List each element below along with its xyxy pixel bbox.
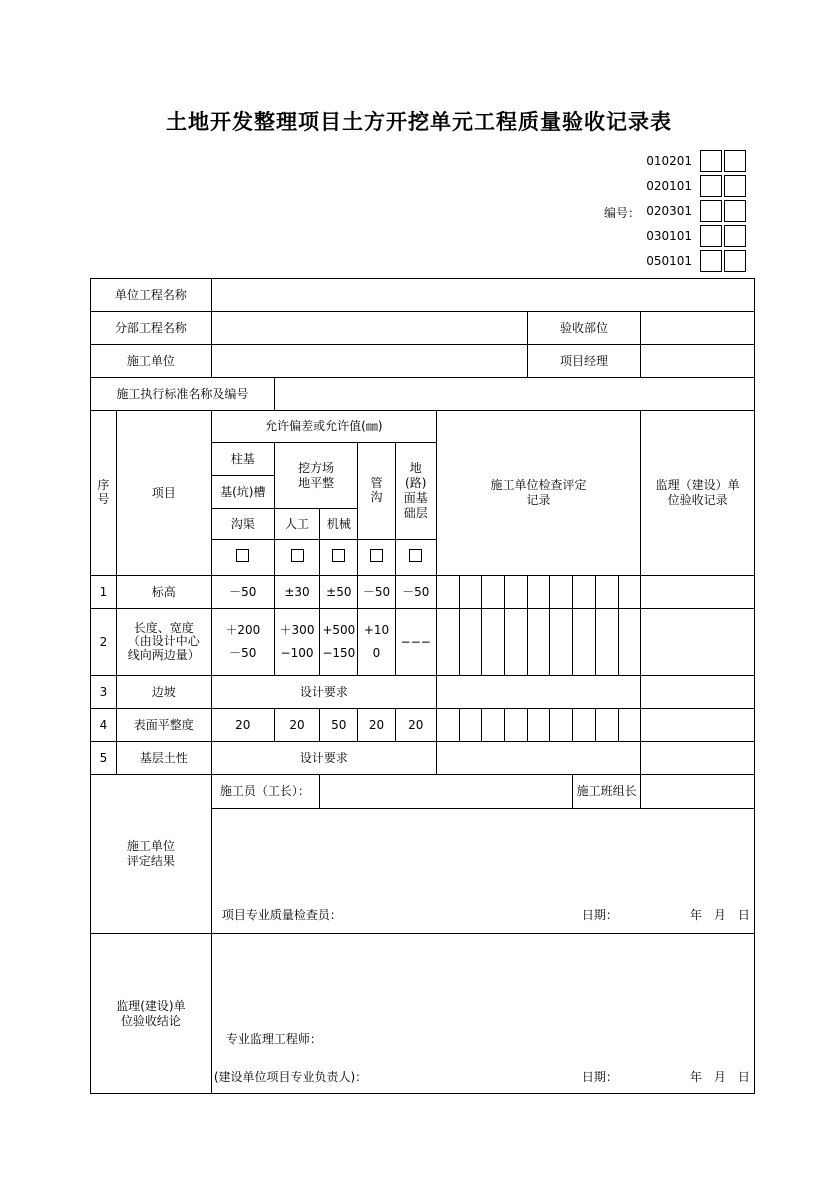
date-ymd: 年 月 日 [689, 908, 750, 922]
code-checkbox[interactable] [700, 175, 722, 197]
value-cell: +500 −150 [320, 609, 358, 676]
code-checkbox[interactable] [700, 250, 722, 272]
check-cell [274, 540, 319, 576]
page-title: 土地开发整理项目土方开挖单元工程质量验收记录表 [166, 110, 672, 134]
value-cell: ＋200 －50 [211, 609, 274, 676]
date-label: 日期： [581, 908, 618, 922]
supervision-result-area[interactable] [211, 934, 754, 1094]
check-record-cell[interactable] [436, 609, 459, 676]
tolerance-header: 允许偏差或允许值(㎜) [211, 411, 436, 443]
check-record-cell[interactable] [573, 576, 596, 609]
check-record-cell[interactable] [482, 609, 505, 676]
design-requirement-cell: 设计要求 [211, 742, 436, 775]
value-cell: 20 [358, 709, 395, 742]
code-checkbox[interactable] [700, 225, 722, 247]
check-cell [395, 540, 436, 576]
construction-check-header: 施工单位检查评定记录 [436, 411, 640, 576]
supervision-check-header: 监理（建设）单位验收记录 [641, 411, 755, 576]
check-record-cell[interactable] [504, 709, 527, 742]
team-leader-field[interactable] [641, 775, 755, 809]
row-item: 边坡 [116, 676, 211, 709]
channel-header: 沟渠 [211, 509, 274, 540]
code-text: 010201 [646, 154, 692, 168]
code-checkbox[interactable] [724, 175, 746, 197]
check-record-cell[interactable] [550, 709, 573, 742]
check-record-cell[interactable] [527, 709, 550, 742]
value-cell: 20 [395, 709, 436, 742]
team-leader-label: 施工班组长 [573, 775, 641, 809]
row-item: 基层土性 [116, 742, 211, 775]
check-cell [320, 540, 358, 576]
code-label: 编号： [604, 206, 641, 220]
pipe-trench-header: 管沟 [358, 443, 395, 540]
construction-unit-label: 施工单位 [91, 345, 212, 378]
check-record-cell[interactable] [436, 576, 459, 609]
row-no: 5 [91, 742, 117, 775]
row-item: 表面平整度 [116, 709, 211, 742]
check-record-cell[interactable] [436, 709, 459, 742]
row-no: 3 [91, 676, 117, 709]
worker-field[interactable] [320, 775, 573, 809]
check-record-cell[interactable] [573, 709, 596, 742]
check-record-cell[interactable] [436, 676, 640, 709]
supervision-result-label: 监理(建设)单位验收结论 [91, 934, 212, 1094]
value-cell: 20 [274, 709, 319, 742]
code-checkbox[interactable] [724, 225, 746, 247]
quality-record-table [90, 278, 755, 1094]
supervision-record-cell[interactable] [641, 576, 755, 609]
row-item: 长度、宽度（由设计中心线向两边量） [116, 609, 211, 676]
checkbox[interactable] [409, 549, 422, 562]
row-no: 1 [91, 576, 117, 609]
check-record-cell[interactable] [573, 609, 596, 676]
check-record-cell[interactable] [436, 742, 640, 775]
check-record-cell[interactable] [618, 709, 641, 742]
owner-rep-label: (建设单位项目专业负责人)： [213, 1070, 368, 1084]
checkbox[interactable] [370, 549, 383, 562]
project-manager-label: 项目经理 [527, 345, 641, 378]
check-cell [358, 540, 395, 576]
value-cell: －50 [358, 576, 395, 609]
value-cell: −−− [395, 609, 436, 676]
check-record-cell[interactable] [504, 576, 527, 609]
row-no: 2 [91, 609, 117, 676]
value-cell: －50 [211, 576, 274, 609]
pillar-base-header: 柱基 [211, 443, 274, 476]
road-base-header: 地(路)面基础层 [395, 443, 436, 540]
engineer-label: 专业监理工程师： [225, 1032, 322, 1046]
standard-name-field[interactable] [274, 378, 754, 411]
project-manager-field[interactable] [641, 345, 755, 378]
value-cell: +10 0 [358, 609, 395, 676]
code-text: 020301 [646, 204, 692, 218]
value-cell: ±50 [320, 576, 358, 609]
standard-name-label: 施工执行标准名称及编号 [91, 378, 275, 411]
acceptance-part-field[interactable] [641, 312, 755, 345]
sub-project-name-field[interactable] [211, 312, 527, 345]
check-record-cell[interactable] [459, 576, 482, 609]
code-text: 020101 [646, 179, 692, 193]
check-record-cell[interactable] [459, 709, 482, 742]
acceptance-part-label: 验收部位 [527, 312, 641, 345]
supervision-record-cell[interactable] [641, 742, 755, 775]
seq-header: 序号 [91, 411, 117, 576]
code-checkbox[interactable] [724, 200, 746, 222]
worker-label: 施工员（工长）： [211, 775, 319, 809]
date-label: 日期： [581, 1070, 618, 1084]
checkbox[interactable] [332, 549, 345, 562]
check-cell [211, 540, 274, 576]
unit-project-name-label: 单位工程名称 [91, 279, 212, 312]
code-checkbox[interactable] [700, 150, 722, 172]
check-record-cell[interactable] [618, 609, 641, 676]
check-record-cell[interactable] [550, 576, 573, 609]
value-cell: 50 [320, 709, 358, 742]
check-record-cell[interactable] [527, 576, 550, 609]
check-record-cell[interactable] [482, 709, 505, 742]
design-requirement-cell: 设计要求 [211, 676, 436, 709]
check-record-cell[interactable] [595, 576, 618, 609]
construction-result-label: 施工单位评定结果 [91, 775, 212, 934]
row-no: 4 [91, 709, 117, 742]
code-text: 050101 [646, 254, 692, 268]
value-cell: ＋300 −100 [274, 609, 319, 676]
check-record-cell[interactable] [550, 609, 573, 676]
check-record-cell[interactable] [527, 609, 550, 676]
code-text: 030101 [646, 229, 692, 243]
mechanical-header: 机械 [320, 509, 358, 540]
supervision-record-cell[interactable] [641, 609, 755, 676]
check-record-cell[interactable] [595, 709, 618, 742]
construction-unit-field[interactable] [211, 345, 527, 378]
inspector-label: 项目专业质量检查员： [221, 908, 342, 922]
check-record-cell[interactable] [482, 576, 505, 609]
item-header: 项目 [116, 411, 211, 576]
checkbox[interactable] [236, 549, 249, 562]
row-item: 标高 [116, 576, 211, 609]
sub-project-name-label: 分部工程名称 [91, 312, 212, 345]
unit-project-name-field[interactable] [211, 279, 754, 312]
pit-groove-header: 基(坑)槽 [211, 476, 274, 509]
check-record-cell[interactable] [618, 576, 641, 609]
check-record-cell[interactable] [504, 609, 527, 676]
value-cell: ±30 [274, 576, 319, 609]
value-cell: 20 [211, 709, 274, 742]
check-record-cell[interactable] [595, 609, 618, 676]
manual-header: 人工 [274, 509, 319, 540]
code-checkbox[interactable] [724, 150, 746, 172]
supervision-record-cell[interactable] [641, 709, 755, 742]
supervision-record-cell[interactable] [641, 676, 755, 709]
excavation-site-header: 挖方场地平整 [274, 443, 358, 509]
checkbox[interactable] [291, 549, 304, 562]
construction-result-area[interactable] [211, 809, 754, 934]
code-checkbox[interactable] [724, 250, 746, 272]
code-checkbox[interactable] [700, 200, 722, 222]
value-cell: －50 [395, 576, 436, 609]
date-ymd: 年 月 日 [689, 1070, 750, 1084]
check-record-cell[interactable] [459, 609, 482, 676]
